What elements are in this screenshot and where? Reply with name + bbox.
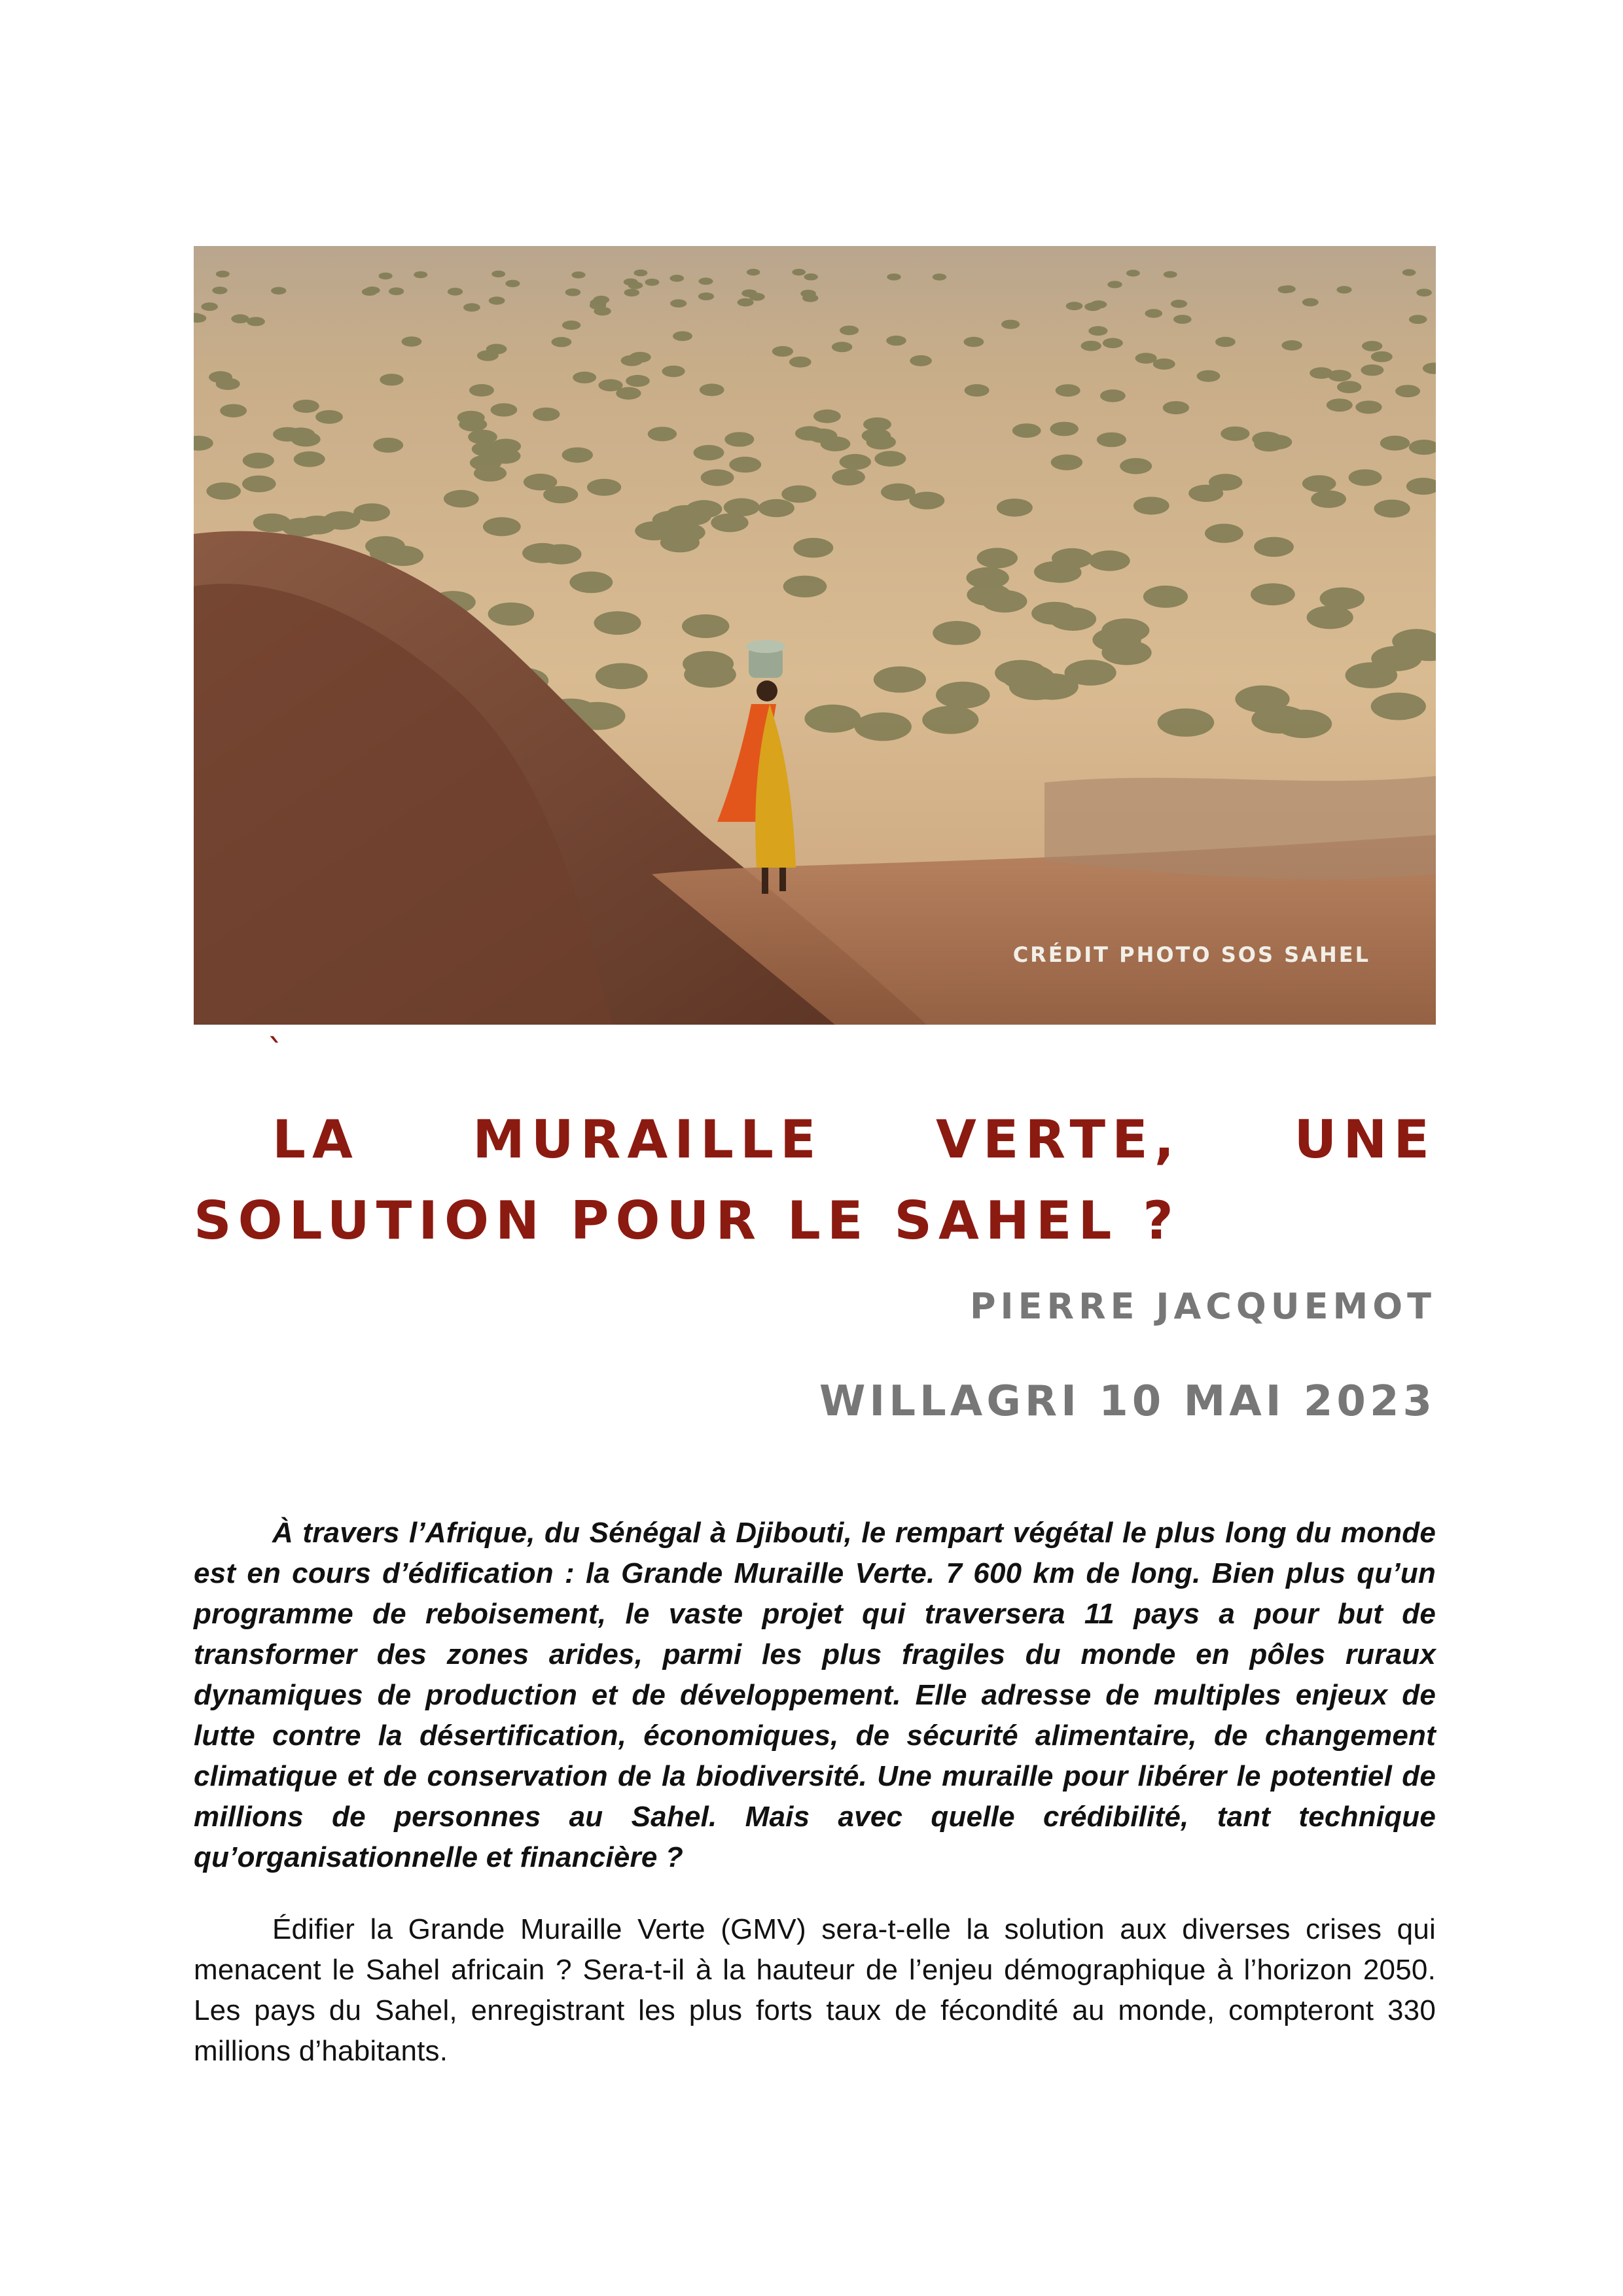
tree <box>758 499 794 518</box>
tree <box>1336 286 1351 294</box>
tree <box>383 546 423 566</box>
tree <box>967 567 1009 589</box>
tree <box>1355 400 1382 414</box>
tree <box>594 611 641 635</box>
tree <box>541 544 582 565</box>
tree <box>552 337 572 347</box>
tree <box>624 289 640 296</box>
tree <box>700 383 724 396</box>
title-word: VERTE, <box>935 1109 1181 1170</box>
tree <box>1158 709 1215 737</box>
tree <box>365 287 380 294</box>
tree <box>573 372 596 383</box>
tree <box>1120 458 1152 474</box>
tree <box>1328 370 1351 381</box>
tree <box>997 499 1033 517</box>
tree <box>1337 381 1361 393</box>
tree <box>206 482 241 499</box>
tree <box>220 404 247 417</box>
tree <box>242 476 276 493</box>
photo-credit: CRÉDIT PHOTO SOS SAHEL <box>1012 942 1370 967</box>
tree <box>1188 485 1223 502</box>
tree <box>201 302 218 311</box>
tree <box>483 517 521 536</box>
tree <box>459 417 487 431</box>
tree <box>1302 475 1336 492</box>
tree <box>662 366 685 378</box>
dateline: WILLAGRI 10 MAI 2023 <box>819 1377 1436 1426</box>
tree <box>781 486 816 503</box>
tree <box>840 454 871 470</box>
tree <box>909 492 944 510</box>
tree <box>491 403 518 416</box>
tree <box>626 375 650 387</box>
tree <box>1145 309 1163 317</box>
tree <box>795 426 824 440</box>
tree <box>543 486 578 504</box>
tree <box>1254 537 1294 557</box>
tree <box>855 713 912 741</box>
tree <box>414 272 427 279</box>
tree <box>683 651 734 677</box>
tree <box>216 378 240 390</box>
tree <box>804 705 861 733</box>
tree <box>1101 640 1151 665</box>
tree <box>936 682 990 709</box>
tree <box>933 274 946 281</box>
tree <box>293 400 319 413</box>
tree <box>271 287 286 295</box>
stray-grave-mark: ` <box>267 1032 285 1073</box>
tree <box>698 292 714 300</box>
tree <box>741 289 757 297</box>
tree <box>673 331 692 341</box>
tree <box>910 355 932 366</box>
tree <box>792 269 806 275</box>
tree <box>1153 359 1175 370</box>
tree <box>1171 300 1187 308</box>
tree <box>1409 315 1427 324</box>
tree <box>887 274 901 281</box>
tree <box>1034 561 1076 582</box>
tree <box>1088 326 1107 336</box>
tree <box>1402 269 1416 275</box>
tree <box>886 336 906 345</box>
title-word: UNE <box>1294 1109 1436 1170</box>
tree <box>243 453 274 468</box>
tree <box>402 336 422 346</box>
tree <box>1416 289 1432 296</box>
tree <box>1101 618 1149 643</box>
lead-paragraph: À travers l’Afrique, du Sénégal à Djibouti, le rempart végétal le plus long du monde est en cours d’édification : la Grande Muraille Verte. 7 600 km de long. Bien plus qu’un programme de reboisement, le vaste projet qui traversera 11 pays a pour but de transformer des zones arides, parmi les plus fragiles du monde en pôles ruraux dynamiques de production et de développement. Elle adresse de multiples enjeux de lutte contre la désertification, économiques, de sécurité alimentaire, de changement climatique et de conservation de la biodiversité. Une muraille pour libérer le potentiel de millions de personnes au Sahel. Mais avec quelle crédibilité, tant technique qu’organisationnelle et financière ? <box>194 1517 1436 1873</box>
tree <box>747 269 760 275</box>
tree <box>933 621 980 645</box>
tree <box>670 275 685 282</box>
tree <box>1100 389 1126 402</box>
tree <box>1056 384 1080 397</box>
tree <box>448 288 463 296</box>
tree <box>1097 433 1126 448</box>
tree <box>804 274 818 281</box>
tree <box>965 384 990 397</box>
tree <box>648 427 677 441</box>
tree <box>1254 436 1284 451</box>
tree <box>1197 370 1221 382</box>
tree <box>783 576 827 597</box>
tree <box>1221 427 1249 441</box>
tree <box>491 271 505 277</box>
tree <box>373 438 403 453</box>
tree <box>1133 497 1169 514</box>
tree <box>253 514 291 533</box>
tree <box>701 469 734 486</box>
tree <box>323 511 361 529</box>
tree <box>1050 422 1079 436</box>
tree <box>1327 398 1353 412</box>
tree <box>596 663 648 689</box>
tree <box>977 548 1018 568</box>
tree <box>216 271 230 277</box>
tree <box>1320 588 1364 610</box>
tree <box>598 380 622 392</box>
tree <box>1163 401 1189 414</box>
tree <box>645 279 659 286</box>
tree <box>1173 315 1192 324</box>
header-photo <box>194 246 1436 1025</box>
tree <box>491 439 521 454</box>
tree <box>699 277 713 285</box>
tree <box>247 317 265 326</box>
tree <box>572 272 586 279</box>
tree <box>1164 271 1177 277</box>
tree <box>1349 469 1382 486</box>
tree <box>562 321 580 330</box>
tree <box>379 273 393 280</box>
tree <box>1302 298 1319 307</box>
body-paragraph: Édifier la Grande Muraille Verte (GMV) sera-t-elle la solution aux diverses crises qui menacent le Sahel africain ? Sera-t-il à la hauteur de l’enjeu démographique à l’horizon 2050. Les pays du Sahel, enregistrant les plus forts taux de fécondité au monde, compteront 330 millions d’habitants. <box>194 1913 1436 2067</box>
tree <box>1374 500 1410 518</box>
tree <box>474 465 507 482</box>
tree <box>711 514 748 533</box>
tree <box>212 287 227 294</box>
tree <box>1107 281 1122 288</box>
tree <box>1346 662 1398 688</box>
tree <box>231 314 249 323</box>
tree <box>486 344 507 355</box>
tree <box>832 469 865 486</box>
tree <box>874 666 926 692</box>
tree <box>1081 341 1101 351</box>
tree <box>463 303 480 311</box>
tree <box>1143 586 1188 608</box>
tree <box>1362 341 1382 351</box>
tree <box>469 384 494 397</box>
tree <box>1205 523 1243 542</box>
tree <box>832 342 853 352</box>
tree <box>624 279 638 286</box>
tree <box>1380 436 1410 451</box>
tree <box>840 326 859 336</box>
tree <box>1103 338 1123 349</box>
tree <box>724 432 754 447</box>
tree <box>1066 302 1083 310</box>
tree <box>1012 423 1041 438</box>
tree <box>1089 550 1130 571</box>
tree <box>670 299 687 308</box>
tree <box>1084 302 1101 311</box>
tree <box>922 706 978 734</box>
tree <box>667 523 705 542</box>
tree <box>389 287 404 295</box>
tree <box>569 571 613 593</box>
tree <box>874 451 906 467</box>
tree <box>505 280 520 287</box>
tree <box>1281 285 1296 293</box>
tree <box>565 289 581 296</box>
tree <box>621 355 643 366</box>
tree <box>286 427 315 442</box>
tree <box>793 538 833 557</box>
tree <box>489 296 505 304</box>
sahel-landscape-illustration <box>194 246 1436 1025</box>
tree <box>587 479 621 496</box>
tree <box>562 448 593 463</box>
author-name: PIERRE JACQUEMOT <box>969 1286 1436 1327</box>
tree <box>1361 364 1383 376</box>
tree <box>1311 490 1346 508</box>
tree <box>789 357 812 368</box>
tree <box>995 660 1046 686</box>
tree <box>1051 455 1082 470</box>
tree <box>590 301 606 309</box>
tree <box>1031 602 1078 625</box>
tree <box>1001 320 1020 329</box>
tree <box>488 603 535 626</box>
title-word: MURAILLE <box>473 1109 823 1170</box>
tree <box>315 410 343 424</box>
title-line-2: SOLUTION POUR LE SAHEL ? <box>194 1190 1180 1251</box>
tree <box>813 410 841 423</box>
title-word: LA <box>272 1109 359 1170</box>
tree <box>964 337 984 347</box>
tree <box>1251 583 1295 605</box>
tree <box>682 614 729 638</box>
article-title <box>194 1099 1436 1262</box>
tree <box>1395 385 1420 397</box>
title-line-1 <box>194 1099 1436 1180</box>
tree <box>772 346 793 357</box>
tree <box>634 270 648 276</box>
tree <box>821 436 851 451</box>
tree <box>729 457 761 472</box>
tree <box>1281 340 1302 351</box>
tree <box>1275 710 1332 738</box>
tree <box>380 374 403 385</box>
tree <box>1126 270 1140 276</box>
tree <box>1215 337 1236 347</box>
tree <box>1371 693 1426 720</box>
tree <box>862 429 891 443</box>
tree <box>1371 351 1393 362</box>
tree <box>533 408 560 421</box>
tree <box>1135 353 1157 364</box>
tree <box>800 290 816 298</box>
tree <box>294 451 325 467</box>
tree <box>444 490 479 508</box>
tree <box>694 445 724 461</box>
